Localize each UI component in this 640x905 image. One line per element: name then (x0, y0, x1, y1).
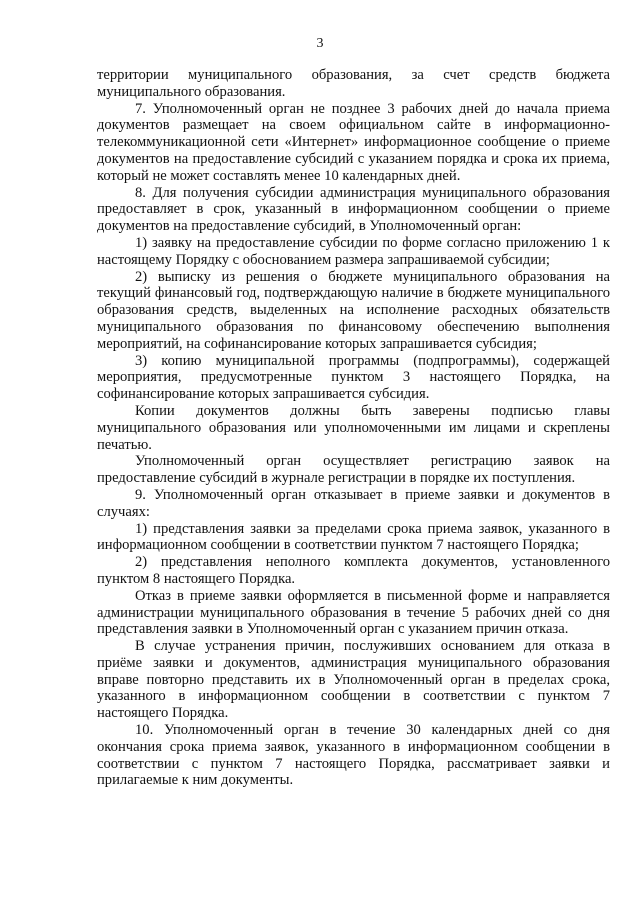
paragraph-item-9: 9. Уполномоченный орган отказывает в приеме заявки и документов в случаях: (97, 486, 610, 520)
paragraph-item-8-2: 2) выписку из решения о бюджете муниципального образования на текущий финансовый год, подтверждающую наличие в бюджете муниципального образования средств, выделенных на исполнение расходных обязательств муниципального образования по финансовому обеспечению выполнения мероприятий, на софинансирование которых запрашивается субсидия; (97, 268, 610, 352)
paragraph-refusal: Отказ в приеме заявки оформляется в письменной форме и направляется администрации муниципального образования в течение 5 рабочих дней со дня представления заявки в Уполномоченный орган с указанием причин отказа. (97, 587, 610, 638)
paragraph-item-9-1: 1) представления заявки за пределами срока приема заявок, указанного в информационном сообщении в соответствии пунктом 7 настоящего Порядка; (97, 520, 610, 554)
paragraph-item-10: 10. Уполномоченный орган в течение 30 календарных дней со дня окончания срока приема заявок, указанного в информационном сообщении в соответствии с пунктом 7 настоящего Порядка, рассматривает заявки и прилагаемые к ним документы. (97, 722, 610, 789)
paragraph-resubmission: В случае устранения причин, послуживших основанием для отказа в приёме заявки и документов, администрация муниципального образования вправе повторно представить их в Уполномоченный орган в пределах срока, указанного в информационном сообщении в соответствии с пунктом 7 настоящего Порядка. (97, 638, 610, 722)
paragraph-item-8: 8. Для получения субсидии администрация муниципального образования предоставляет в срок, указанный в информационном сообщении о приеме документов на предоставление субсидий, в Уполномоченный орган: (97, 184, 610, 235)
paragraph-item-8-3: 3) копию муниципальной программы (подпрограммы), содержащей мероприятия, предусмотренные пунктом 3 настоящего Порядка, на софинансирование которых запрашивается субсидия. (97, 352, 610, 403)
paragraph-item-9-2: 2) представления неполного комплекта документов, установленного пунктом 8 настоящего Порядка. (97, 554, 610, 587)
paragraph-item-8-1: 1) заявку на предоставление субсидии по форме согласно приложению 1 к настоящему Порядку с обоснованием размера запрашиваемой субсидии; (97, 234, 610, 268)
page-number: 3 (316, 36, 324, 51)
paragraph-continuation: территории муниципального образования, за счет средств бюджета муниципального образования. (97, 67, 610, 100)
paragraph-registration: Уполномоченный орган осуществляет регистрацию заявок на предоставление субсидий в журнале регистрации в порядке их поступления. (97, 453, 610, 487)
paragraph-item-7: 7. Уполномоченный орган не позднее 3 рабочих дней до начала приема документов размещает на своем официальном сайте в информационно-телекоммуникационной сети «Интернет» информационное сообщение о приеме документов на предоставление субсидий с указанием порядка и срока их приема, который не может составлять менее 10 календарных дней. (97, 100, 610, 184)
document-body (97, 67, 610, 789)
paragraph-copies-certification: Копии документов должны быть заверены подписью главы муниципального образования или уполномоченными им лицами и скреплены печатью. (97, 402, 610, 453)
